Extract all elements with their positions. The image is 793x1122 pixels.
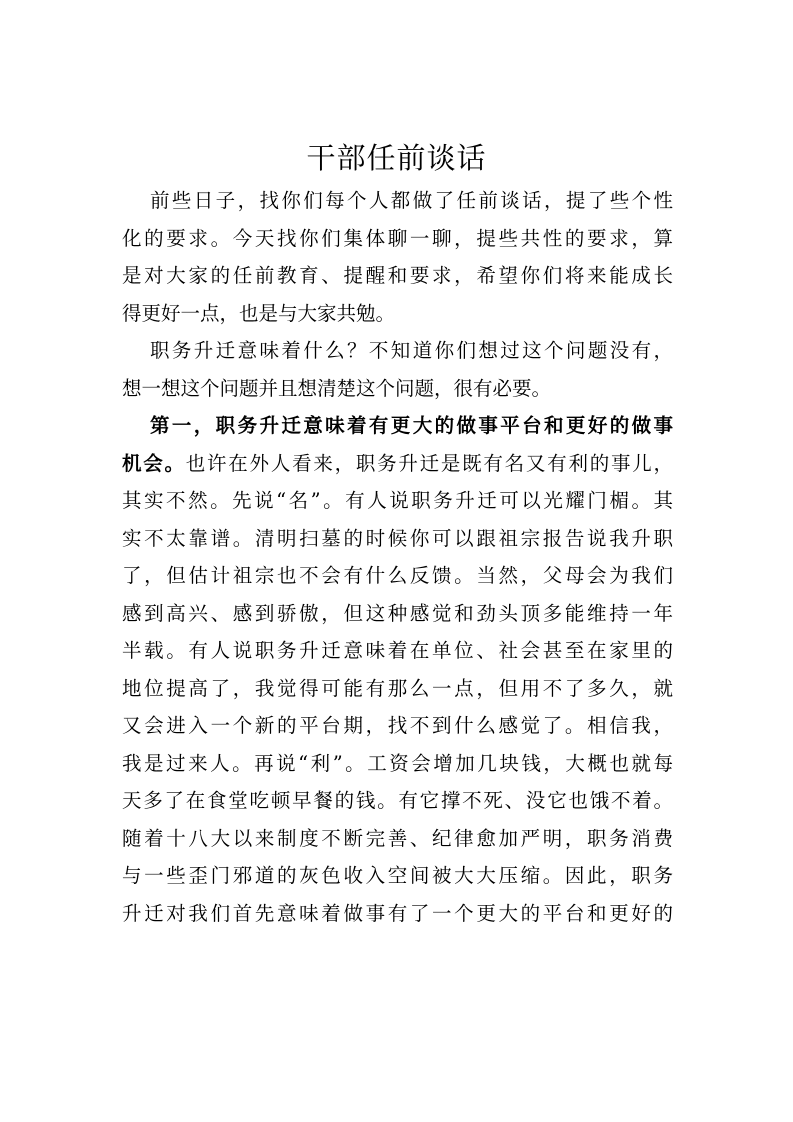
- paragraph-line: 实不太靠谱。清明扫墓的时候你可以跟祖宗报告说我升职: [122, 526, 673, 550]
- paragraph-line: 化的要求。今天找你们集体聊一聊，提些共性的要求，算: [122, 226, 673, 250]
- paragraph-line: 得更好一点，也是与大家共勉。: [122, 301, 396, 325]
- paragraph-line: 随着十八大以来制度不断完善、纪律愈加严明，职务消费: [122, 826, 673, 850]
- paragraph-line: 前些日子，找你们每个人都做了任前谈话，提了些个性: [150, 189, 673, 212]
- paragraph-text: 也许在外人看来，职务升迁是既有名又有利的事儿，: [185, 451, 673, 475]
- paragraph-line: 职务升迁意味着什么？不知道你们想过这个问题没有，: [150, 339, 673, 362]
- paragraph-line: 与一些歪门邪道的灰色收入空间被大大压缩。因此，职务: [122, 864, 673, 887]
- paragraph-line: [122, 445, 673, 483]
- paragraph-line: 想一想这个问题并且想清楚这个问题，很有必要。: [122, 376, 552, 400]
- paragraph-line: 升迁对我们首先意味着做事有了一个更大的平台和更好的: [122, 901, 673, 925]
- paragraph-line: 了，但估计祖宗也不会有什么反馈。当然，父母会为我们: [122, 564, 673, 587]
- paragraph-line: 地位提高了，我觉得可能有那么一点，但用不了多久，就: [122, 676, 673, 700]
- paragraph-line: 天多了在食堂吃顿早餐的钱。有它撑不死、没它也饿不着。: [122, 789, 673, 812]
- section-heading-line: 第一，职务升迁意味着有更大的做事平台和更好的做事: [150, 414, 673, 437]
- document-title: 干部任前谈话: [306, 141, 487, 175]
- paragraph-line: 感到高兴、感到骄傲，但这种感觉和劲头顶多能维持一年: [122, 601, 673, 625]
- section-heading-end: 机会。: [122, 451, 186, 475]
- paragraph-line: 半载。有人说职务升迁意味着在单位、社会甚至在家里的: [122, 639, 673, 662]
- paragraph-line: 是对大家的任前教育、提醒和要求，希望你们将来能成长: [122, 264, 673, 287]
- paragraph-line: 又会进入一个新的平台期，找不到什么感觉了。相信我，: [122, 714, 673, 737]
- paragraph-line: 其实不然。先说“名”。有人说职务升迁可以光耀门楣。其: [122, 489, 673, 512]
- paragraph-line: 我是过来人。再说“利”。工资会增加几块钱，大概也就每: [122, 751, 673, 775]
- document-body: [122, 182, 673, 932]
